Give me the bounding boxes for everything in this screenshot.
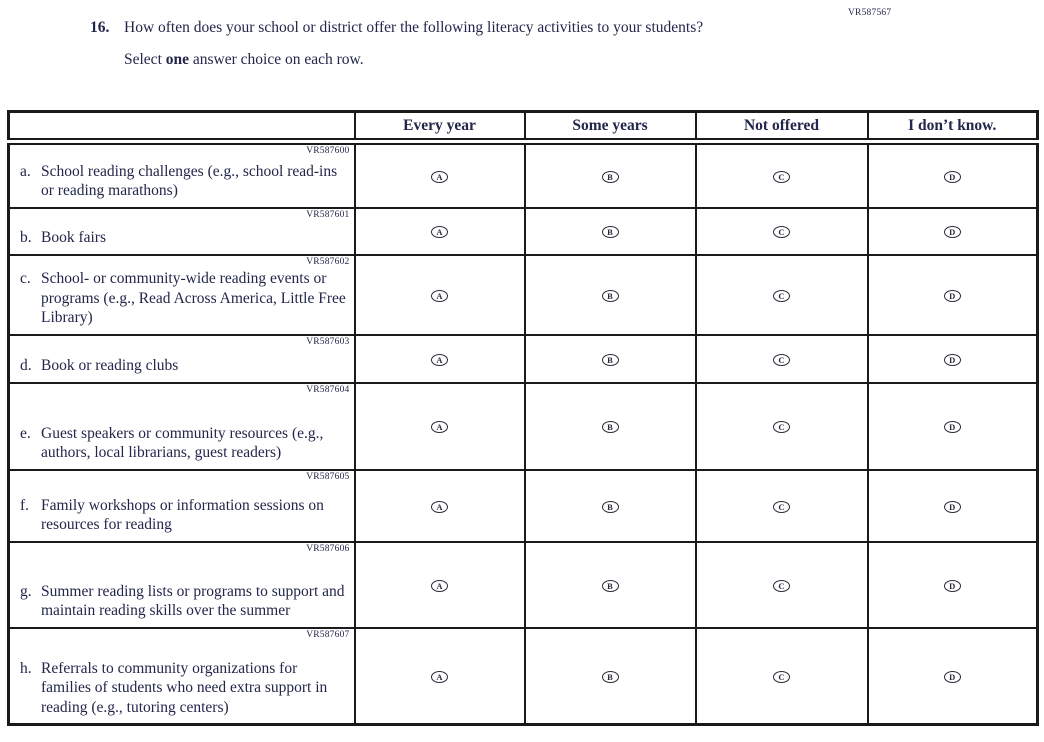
option-bubble-a[interactable]: A [431, 354, 448, 366]
row-letter: a. [20, 162, 31, 180]
table-row-g [9, 542, 1038, 628]
option-bubble-b[interactable]: B [602, 226, 619, 238]
option-bubble-a[interactable]: A [431, 671, 448, 683]
option-bubble-d[interactable]: D [944, 671, 961, 683]
instruction-bold: one [165, 51, 189, 68]
cell-e-every-year [355, 383, 525, 470]
option-bubble-c[interactable]: C [773, 354, 790, 366]
row-letter: h. [20, 659, 32, 677]
option-bubble-c[interactable]: C [773, 421, 790, 433]
cell-b-i-dont-know [868, 208, 1038, 255]
row-letter: c. [20, 270, 31, 287]
table-row-b [9, 208, 1038, 255]
row-text: Summer reading lists or programs to support and maintain reading skills over the summer [41, 582, 345, 619]
instruction-suffix: answer choice on each row. [189, 51, 364, 68]
option-bubble-a[interactable]: A [431, 580, 448, 592]
cell-a-every-year [355, 142, 525, 208]
option-bubble-b[interactable]: B [602, 671, 619, 683]
option-bubble-a[interactable]: A [431, 171, 448, 183]
row-text: School reading challenges (e.g., school read-ins or reading marathons) [41, 162, 338, 199]
cell-e-i-dont-know [868, 383, 1038, 470]
row-label-cell [9, 255, 355, 335]
cell-h-every-year [355, 628, 525, 725]
option-bubble-d[interactable]: D [944, 171, 961, 183]
option-bubble-d[interactable]: D [944, 421, 961, 433]
table-row-a [9, 142, 1038, 208]
cell-d-i-dont-know [868, 335, 1038, 383]
cell-g-some-years [525, 542, 696, 628]
row-vr-code: VR587601 [306, 209, 350, 220]
row-vr-code: VR587603 [306, 336, 350, 347]
question-instruction [124, 49, 703, 70]
cell-a-some-years [525, 142, 696, 208]
option-bubble-d[interactable]: D [944, 501, 961, 513]
header-some-years: Some years [525, 112, 696, 142]
option-bubble-c[interactable]: C [773, 226, 790, 238]
row-label-cell [9, 142, 355, 208]
cell-g-every-year [355, 542, 525, 628]
cell-c-some-years [525, 255, 696, 335]
table-row-e [9, 383, 1038, 470]
header-empty-cell [9, 112, 355, 142]
cell-f-i-dont-know [868, 470, 1038, 542]
row-vr-code: VR587606 [306, 543, 350, 554]
option-bubble-d[interactable]: D [944, 226, 961, 238]
cell-h-i-dont-know [868, 628, 1038, 725]
option-bubble-c[interactable]: C [773, 671, 790, 683]
row-vr-code: VR587605 [306, 471, 350, 482]
row-letter: e. [20, 424, 31, 442]
option-bubble-a[interactable]: A [431, 501, 448, 513]
table-header-row [9, 112, 1038, 142]
instruction-prefix: Select [124, 51, 166, 68]
cell-a-not-offered [696, 142, 868, 208]
row-letter: d. [20, 357, 32, 374]
cell-f-not-offered [696, 470, 868, 542]
form-code: VR587567 [848, 8, 892, 18]
row-vr-code: VR587600 [306, 146, 350, 156]
row-text: Book or reading clubs [41, 357, 179, 374]
cell-d-some-years [525, 335, 696, 383]
row-label-cell [9, 208, 355, 255]
row-text: Book fairs [41, 229, 107, 246]
cell-f-some-years [525, 470, 696, 542]
option-bubble-b[interactable]: B [602, 580, 619, 592]
row-label-cell [9, 383, 355, 470]
question-block [90, 17, 703, 70]
cell-b-every-year [355, 208, 525, 255]
table-row-h [9, 628, 1038, 725]
option-bubble-a[interactable]: A [431, 421, 448, 433]
table-row-d [9, 335, 1038, 383]
row-text: Referrals to community organizations for families of students who need extra support in reading (e.g., tutoring centers) [41, 659, 328, 716]
row-label-cell [9, 542, 355, 628]
option-bubble-a[interactable]: A [431, 290, 448, 302]
option-bubble-c[interactable]: C [773, 290, 790, 302]
row-letter: b. [20, 229, 32, 246]
cell-f-every-year [355, 470, 525, 542]
row-vr-code: VR587607 [306, 629, 350, 640]
option-bubble-b[interactable]: B [602, 290, 619, 302]
header-every-year: Every year [355, 112, 525, 142]
question-text: How often does your school or district offer the following literacy activities to your students? [124, 19, 704, 36]
cell-d-not-offered [696, 335, 868, 383]
option-bubble-b[interactable]: B [602, 354, 619, 366]
row-letter: g. [20, 582, 32, 600]
row-label-cell [9, 335, 355, 383]
row-text: School- or community-wide reading events or programs (e.g., Read Across America, Little Free Library) [41, 270, 346, 326]
cell-c-every-year [355, 255, 525, 335]
row-letter: f. [20, 496, 30, 514]
row-vr-code: VR587604 [306, 384, 350, 395]
cell-b-some-years [525, 208, 696, 255]
option-bubble-d[interactable]: D [944, 290, 961, 302]
answer-matrix-table [7, 110, 1039, 726]
header-i-dont-know: I don’t know. [868, 112, 1038, 142]
cell-e-some-years [525, 383, 696, 470]
row-text: Guest speakers or community resources (e.g., authors, local librarians, guest readers) [41, 424, 324, 461]
option-bubble-b[interactable]: B [602, 421, 619, 433]
table-row-f [9, 470, 1038, 542]
table-row-c [9, 255, 1038, 335]
cell-b-not-offered [696, 208, 868, 255]
cell-c-i-dont-know [868, 255, 1038, 335]
cell-a-i-dont-know [868, 142, 1038, 208]
row-text: Family workshops or information sessions on resources for reading [41, 496, 324, 533]
cell-c-not-offered [696, 255, 868, 335]
cell-h-not-offered [696, 628, 868, 725]
row-label-cell [9, 628, 355, 725]
option-bubble-d[interactable]: D [944, 354, 961, 366]
option-bubble-a[interactable]: A [431, 226, 448, 238]
cell-h-some-years [525, 628, 696, 725]
cell-e-not-offered [696, 383, 868, 470]
option-bubble-c[interactable]: C [773, 580, 790, 592]
cell-g-i-dont-know [868, 542, 1038, 628]
option-bubble-c[interactable]: C [773, 171, 790, 183]
option-bubble-c[interactable]: C [773, 501, 790, 513]
option-bubble-b[interactable]: B [602, 501, 619, 513]
question-number: 16. [90, 19, 110, 36]
row-vr-code: VR587602 [306, 256, 350, 267]
option-bubble-d[interactable]: D [944, 580, 961, 592]
row-label-cell [9, 470, 355, 542]
header-not-offered: Not offered [696, 112, 868, 142]
option-bubble-b[interactable]: B [602, 171, 619, 183]
cell-d-every-year [355, 335, 525, 383]
cell-g-not-offered [696, 542, 868, 628]
